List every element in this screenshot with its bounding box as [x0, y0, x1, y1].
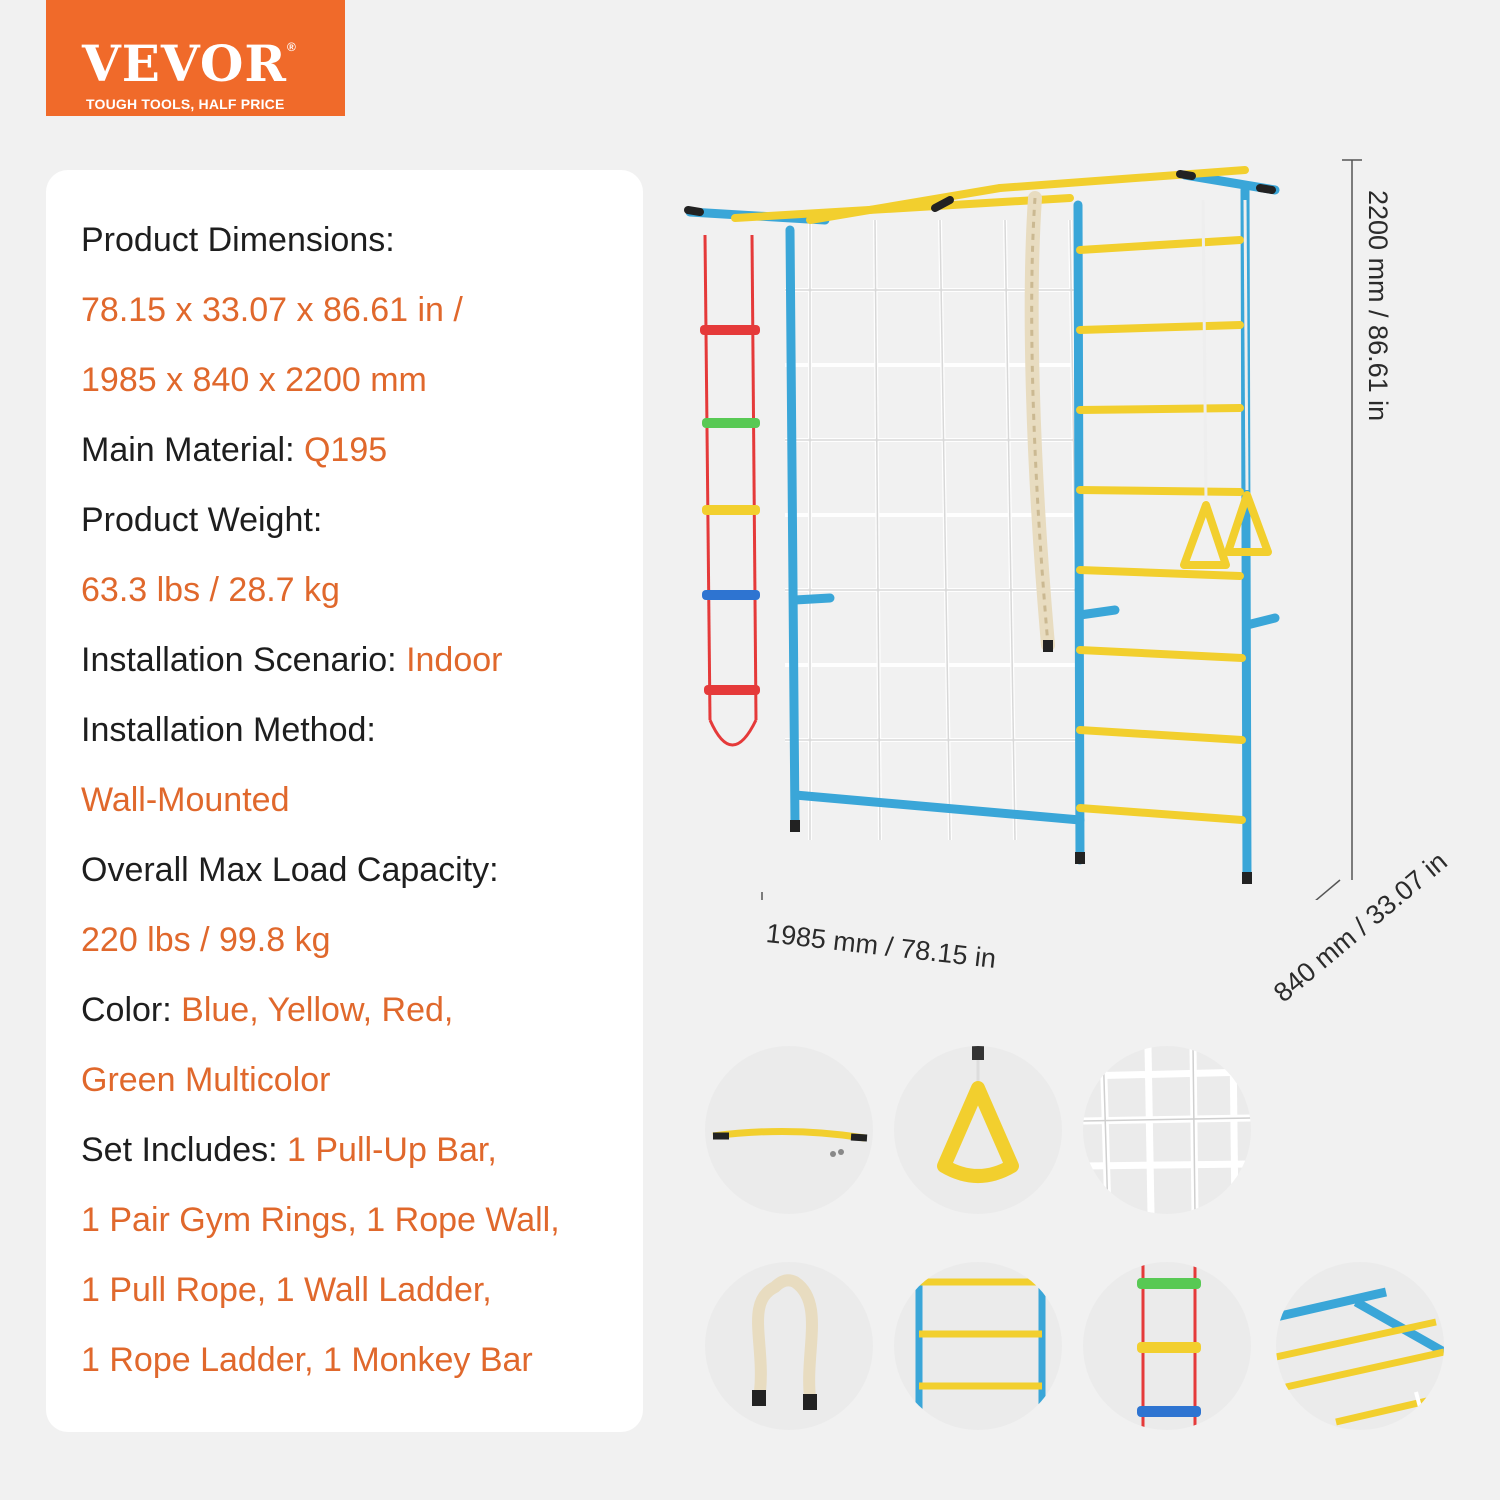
gym-rings [1184, 200, 1268, 565]
load-label: Overall Max Load Capacity: [81, 851, 499, 889]
thumbnail-rope-ladder [1083, 1262, 1251, 1430]
weight-value: 63.3 lbs / 28.7 kg [81, 571, 340, 609]
rope-ladder [700, 235, 760, 745]
height-dimension-label: 2200 mm / 86.61 in [1363, 190, 1393, 422]
set-value-3: 1 Pull Rope, 1 Wall Ladder, [81, 1271, 492, 1309]
width-dimension-label: 1985 mm / 78.15 in [764, 918, 998, 974]
scenario-value: Indoor [406, 641, 503, 679]
thumbnail-pull-rope [705, 1262, 873, 1430]
gym-ring-icon [894, 1046, 1062, 1214]
thumbnail-rope-net [1083, 1046, 1251, 1214]
method-value: Wall-Mounted [81, 781, 290, 819]
registered-mark: ® [286, 40, 297, 54]
pull-rope [1032, 198, 1053, 652]
dimensions-inches: 78.15 x 33.07 x 86.61 in / [81, 291, 463, 329]
set-row [81, 1130, 497, 1170]
brand-name: VEVOR [82, 34, 287, 93]
rope-wall-net-icon [1083, 1046, 1251, 1214]
color-value-2: Green Multicolor [81, 1061, 331, 1099]
brand-logo [46, 0, 345, 116]
method-label: Installation Method: [81, 711, 376, 749]
thumbnail-gym-ring [894, 1046, 1062, 1214]
brand-tagline: TOUGH TOOLS, HALF PRICE [86, 96, 285, 112]
material-value: Q195 [303, 431, 388, 469]
spec-card [46, 170, 643, 1432]
scenario-label: Installation Scenario: [81, 641, 407, 679]
blue-frame [690, 175, 1275, 878]
rope-ladder-icon [1083, 1262, 1251, 1430]
depth-dimension-label: 840 mm / 33.07 in [1268, 846, 1453, 1008]
color-label: Color: [81, 991, 182, 1029]
monkey-bar-icon [1276, 1262, 1444, 1430]
thumbnail-monkey-bar [1276, 1262, 1444, 1430]
set-value-1: 1 Pull-Up Bar, [287, 1131, 497, 1169]
wall-ladder-icon [894, 1262, 1062, 1430]
material-label: Main Material: [81, 431, 304, 469]
set-value-4: 1 Rope Ladder, 1 Monkey Bar [81, 1341, 533, 1379]
dimensions-mm: 1985 x 840 x 2200 mm [81, 361, 427, 399]
set-value-2: 1 Pair Gym Rings, 1 Rope Wall, [81, 1201, 560, 1239]
pull-rope-icon [705, 1262, 873, 1430]
pull-up-bar-icon [705, 1046, 873, 1214]
color-row [81, 990, 453, 1030]
dimension-lines [762, 160, 1362, 900]
set-label: Set Includes: [81, 1131, 288, 1169]
dimensions-label: Product Dimensions: [81, 221, 395, 259]
color-value-1: Blue, Yellow, Red, [181, 991, 454, 1029]
scenario-row [81, 640, 502, 680]
thumbnail-pull-up-bar [705, 1046, 873, 1214]
load-value: 220 lbs / 99.8 kg [81, 921, 331, 959]
material-row [81, 430, 387, 470]
thumbnail-wall-ladder [894, 1262, 1062, 1430]
weight-label: Product Weight: [81, 501, 323, 539]
